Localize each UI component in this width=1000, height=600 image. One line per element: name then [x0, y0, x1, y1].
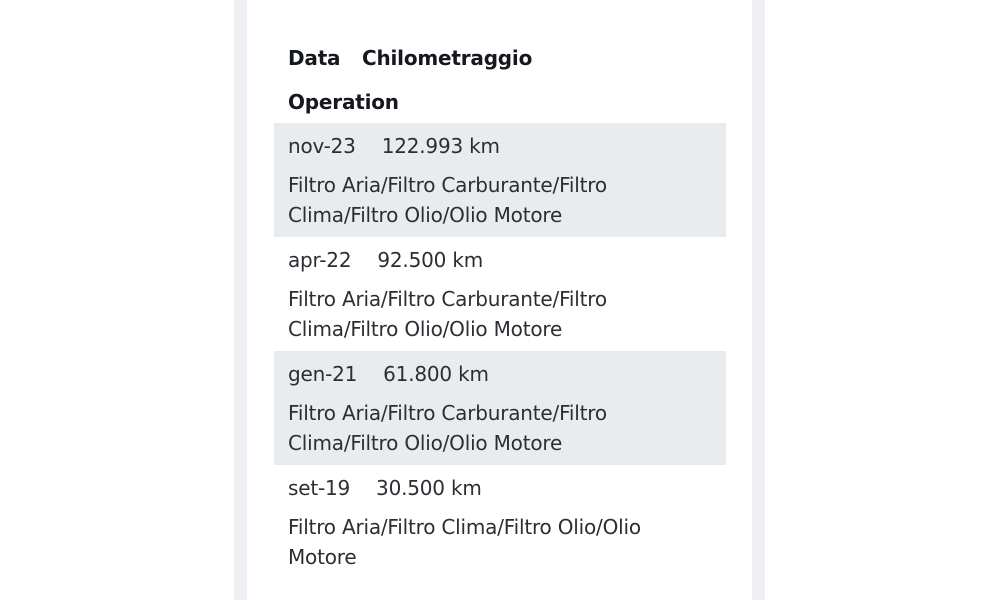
table-header	[274, 36, 726, 123]
column-header-mileage: Chilometraggio	[362, 46, 533, 70]
column-header-date: Data	[288, 46, 341, 70]
row-mileage: 122.993 km	[381, 133, 500, 158]
table-row	[274, 237, 726, 351]
table-row	[274, 351, 726, 465]
maintenance-table	[274, 36, 726, 579]
right-gutter	[752, 0, 765, 600]
header-row	[288, 80, 712, 123]
table-row	[274, 465, 726, 579]
row-mileage: 92.500 km	[377, 247, 483, 272]
row-operation: Filtro Aria/Filtro Carburante/Filtro Clima/Filtro Olio/Olio Motore	[288, 401, 607, 455]
row-date: apr-22	[288, 247, 352, 272]
left-gutter	[234, 0, 247, 600]
row-operation: Filtro Aria/Filtro Carburante/Filtro Clima/Filtro Olio/Olio Motore	[288, 287, 607, 341]
row-date: gen-21	[288, 361, 358, 386]
row-operation: Filtro Aria/Filtro Carburante/Filtro Clima/Filtro Olio/Olio Motore	[288, 173, 607, 227]
column-header-operation: Operation	[288, 89, 399, 114]
row-date: nov-23	[288, 133, 356, 158]
table-row	[274, 123, 726, 237]
row-operation: Filtro Aria/Filtro Clima/Filtro Olio/Olio Motore	[288, 515, 641, 569]
row-date: set-19	[288, 475, 351, 500]
header-row	[288, 36, 712, 80]
row-mileage: 61.800 km	[383, 361, 489, 386]
row-mileage: 30.500 km	[376, 475, 482, 500]
